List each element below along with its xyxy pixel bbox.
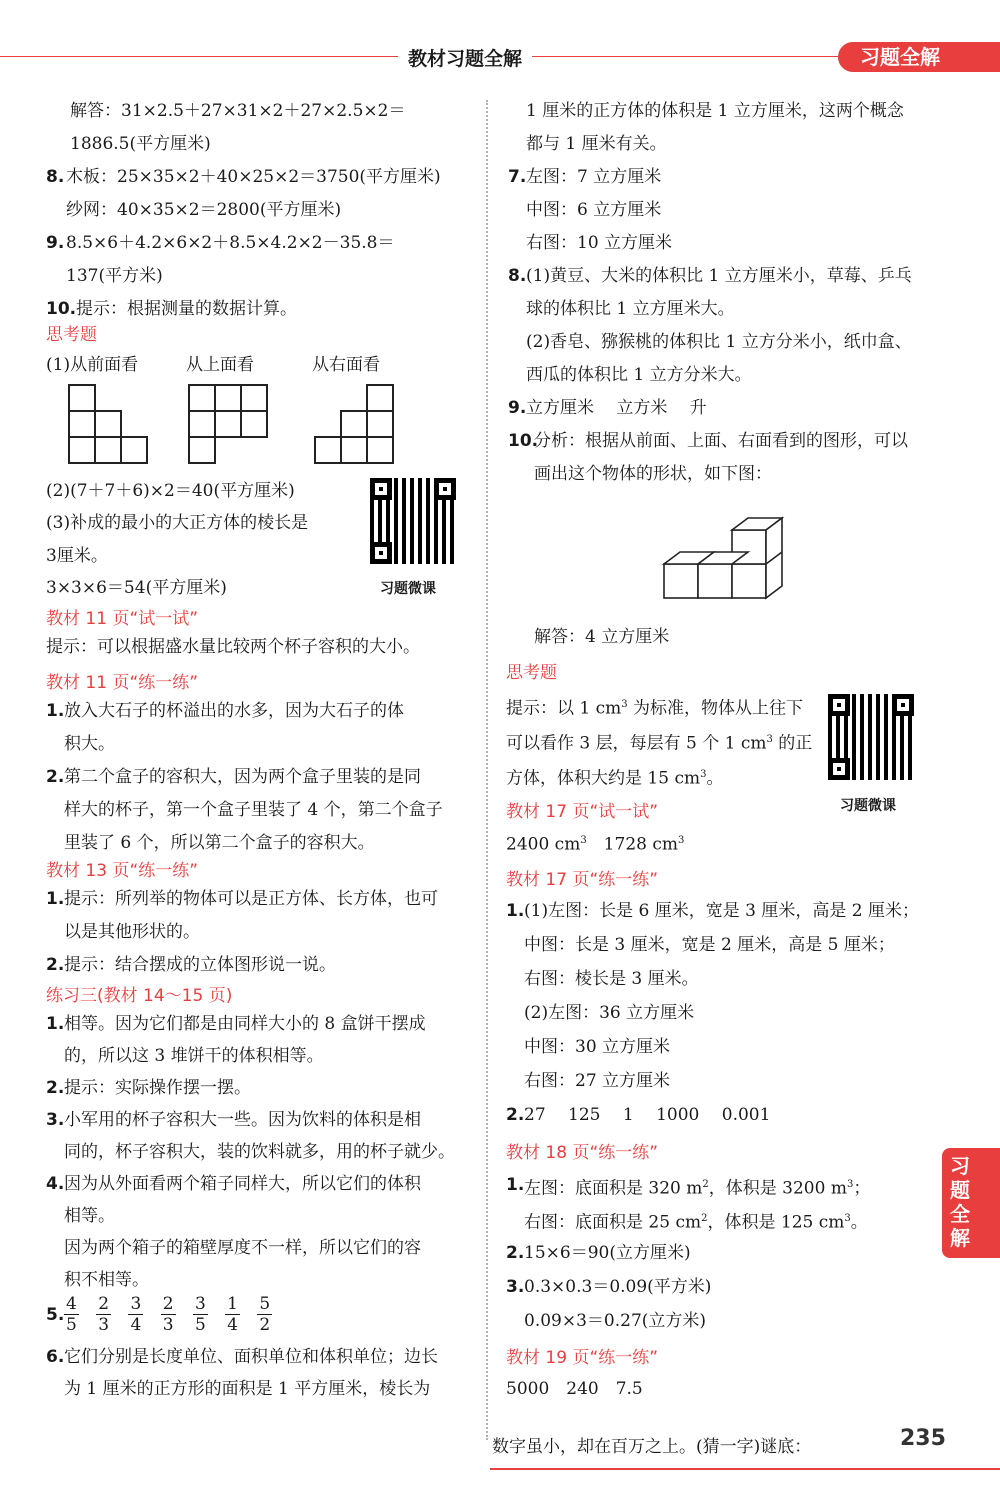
section-heading: 教材 18 页“练一练”: [506, 1143, 659, 1163]
header-title: 教材习题全解: [398, 44, 532, 71]
answer-line: 0.3×0.3＝0.09(平方米): [524, 1277, 712, 1297]
qr-caption: 习题微课: [380, 581, 436, 597]
answer-line: 提示：以 1 $cm^3$ 为标准，物体从上往下: [506, 698, 804, 719]
answer-line: 的，所以这 3 堆饼干的体积相等。: [64, 1046, 324, 1066]
answer-line: 立方厘米 立方米 升: [526, 398, 707, 418]
section-heading: 教材 11 页“试一试”: [46, 609, 199, 629]
answer-line: (1)黄豆、大米的体积比 1 立方厘米小，草莓、乒乓: [526, 266, 912, 286]
section-heading: 练习三(教材 14～15 页): [46, 986, 233, 1006]
answer-line: 解答：31×2.5＋27×31×2＋27×2.5×2＝: [70, 101, 406, 121]
answer-line: (3)补成的最小的大正方体的棱长是: [46, 513, 309, 533]
column-divider: [486, 100, 488, 1440]
answer-line: 积不相等。: [64, 1270, 149, 1290]
answer-line: 2400 $cm^3$ 1728 $cm^3$: [506, 834, 685, 855]
section-heading: 教材 17 页“练一练”: [506, 870, 659, 890]
answer-line: 里装了 6 个，所以第二个盒子的容积大。: [64, 833, 375, 853]
section-heading: 思考题: [46, 325, 97, 345]
question-number: 8.: [46, 167, 65, 187]
view-label: 从右面看: [312, 355, 380, 375]
section-heading: 教材 19 页“练一练”: [506, 1348, 659, 1368]
top-view-diagram: [186, 382, 276, 464]
answer-line: 球的体积比 1 立方厘米大。: [526, 299, 735, 319]
side-tab: 习题全解: [942, 1148, 1000, 1258]
right-view-diagram: [312, 382, 402, 464]
fraction: $\frac{3}{5}$: [194, 1294, 206, 1335]
answer-line: 1886.5(平方厘米): [70, 134, 211, 154]
answer-line: 方体，体积大约是 15 $cm^3$。: [506, 768, 724, 789]
qr-caption: 习题微课: [840, 798, 896, 814]
front-view-diagram: [66, 382, 156, 464]
answer-line: 0.09×3＝0.27(立方米): [524, 1311, 707, 1331]
answer-line: 都与 1 厘米有关。: [526, 134, 667, 154]
question-number: 1.: [46, 701, 65, 721]
fraction: $\frac{1}{4}$: [227, 1294, 238, 1335]
view-label: (1)从前面看: [46, 355, 139, 375]
header-badge: 习题全解: [838, 42, 1000, 72]
fraction: $\frac{3}{4}$: [130, 1294, 142, 1335]
answer-line: 3厘米。: [46, 546, 108, 566]
page-number: 235: [900, 1426, 946, 1451]
section-heading: 教材 13 页“练一练”: [46, 861, 199, 881]
answer-line: 提示：结合摆成的立体图形说一说。: [64, 955, 336, 975]
fraction: $\frac{2}{3}$: [98, 1294, 110, 1335]
answer-line: (2)(7＋7＋6)×2＝40(平方厘米): [46, 481, 295, 501]
question-number: 2.: [46, 955, 65, 975]
question-number: 1.: [506, 901, 525, 921]
cube-stack-diagram: [660, 512, 800, 602]
answer-line: 137(平方米): [66, 266, 163, 286]
answer-line: 1 厘米的正方体的体积是 1 立方厘米，这两个概念: [526, 101, 904, 121]
qr-code[interactable]: [828, 694, 914, 780]
answer-line: 右图：27 立方厘米: [524, 1071, 671, 1091]
answer-line: 8.5×6＋4.2×6×2＋8.5×4.2×2－35.8＝: [66, 233, 395, 253]
answer-line: 左图：底面积是 320 $m^2$，体积是 3200 $m^3$；: [524, 1178, 871, 1199]
footer-riddle: 数字虽小，却在百万之上。(猜一字)谜底：: [492, 1437, 812, 1457]
fraction-list: [58, 1294, 278, 1335]
answer-line: (2)香皂、猕猴桃的体积比 1 立方分米小，纸巾盒、: [526, 332, 912, 352]
question-number: 2.: [506, 1243, 525, 1263]
answer-line: 放入大石子的杯溢出的水多，因为大石子的体: [64, 701, 404, 721]
footer-rule: [490, 1468, 1000, 1470]
answer-line: 同的，杯子容积大，装的饮料就多，用的杯子就少。: [64, 1142, 455, 1162]
answer-line: 可以看作 3 层，每层有 5 个 1 $cm^3$ 的正: [506, 733, 813, 754]
answer-line: 右图：10 立方厘米: [526, 233, 673, 253]
answer-line: 相等。: [64, 1206, 115, 1226]
answer-line: 中图：30 立方厘米: [524, 1037, 671, 1057]
view-label: 从上面看: [186, 355, 254, 375]
fraction: $\frac{5}{2}$: [259, 1294, 271, 1335]
answer-line: 西瓜的体积比 1 立方分米大。: [526, 365, 752, 385]
answer-line: 中图：6 立方厘米: [526, 200, 662, 220]
answer-line: 左图：7 立方厘米: [526, 167, 662, 187]
answer-line: 为 1 厘米的正方形的面积是 1 平方厘米，棱长为: [64, 1379, 431, 1399]
question-number: 2.: [46, 767, 65, 787]
question-number: 3.: [46, 1110, 65, 1130]
answer-line: 因为两个箱子的箱壁厚度不一样，所以它们的容: [64, 1238, 421, 1258]
answer-line: 5000 240 7.5: [506, 1379, 643, 1399]
answer-line: 小军用的杯子容积大一些。因为饮料的体积是相: [64, 1110, 421, 1130]
answer-line: 3×3×6＝54(平方厘米): [46, 578, 227, 598]
question-number: 6.: [46, 1347, 65, 1367]
answer-line: 以是其他形状的。: [64, 922, 200, 942]
answer-line: 相等。因为它们都是由同样大小的 8 盒饼干摆成: [64, 1014, 426, 1034]
question-number: 10.: [46, 299, 77, 319]
section-heading: 教材 17 页“试一试”: [506, 802, 659, 822]
question-number: 9.: [46, 233, 65, 253]
answer-line: 分析：根据从前面、上面、右面看到的图形，可以: [534, 431, 908, 451]
answer-line: 中图：长是 3 厘米，宽是 2 厘米，高是 5 厘米；: [524, 935, 895, 955]
answer-line: 它们分别是长度单位、面积单位和体积单位；边长: [64, 1347, 438, 1367]
section-heading: 思考题: [506, 663, 557, 683]
answer-line: 因为从外面看两个箱子同样大，所以它们的体积: [64, 1174, 421, 1194]
answer-line: 提示：实际操作摆一摆。: [64, 1078, 251, 1098]
question-number: 4.: [46, 1174, 65, 1194]
fraction: $\frac{4}{5}$: [66, 1294, 77, 1335]
question-number: 2.: [46, 1078, 65, 1098]
answer-line: 积大。: [64, 734, 115, 754]
answer-line: 右图：棱长是 3 厘米。: [524, 969, 699, 989]
section-heading: 教材 11 页“练一练”: [46, 673, 199, 693]
question-number: 7.: [508, 167, 527, 187]
answer-line: 提示：可以根据盛水量比较两个杯子容积的大小。: [46, 637, 420, 657]
answer-line: 样大的杯子，第一个盒子里装了 4 个，第二个盒子: [64, 800, 443, 820]
answer-line: (2)左图：36 立方厘米: [524, 1003, 695, 1023]
answer-line: 木板：25×35×2＋40×25×2＝3750(平方厘米): [66, 167, 441, 187]
answer-line: 右图：底面积是 25 $cm^2$，体积是 125 $cm^3$。: [524, 1212, 868, 1233]
question-number: 9.: [508, 398, 527, 418]
question-number: 8.: [508, 266, 527, 286]
question-number: 5.: [46, 1305, 65, 1325]
question-number: 1.: [46, 889, 65, 909]
answer-line: 画出这个物体的形状，如下图：: [534, 464, 772, 484]
answer-line: 第二个盒子的容积大，因为两个盒子里装的是同: [64, 767, 421, 787]
question-number: 1.: [506, 1175, 525, 1195]
answer-line: 纱网：40×35×2＝2800(平方厘米): [66, 200, 342, 220]
answer-line: 解答：4 立方厘米: [534, 627, 670, 647]
qr-code[interactable]: [370, 478, 456, 564]
answer-line: 27 125 1 1000 0.001: [524, 1105, 771, 1125]
answer-line: 提示：所列举的物体可以是正方体、长方体，也可: [64, 889, 438, 909]
answer-line: 提示：根据测量的数据计算。: [76, 299, 297, 319]
question-number: 1.: [46, 1014, 65, 1034]
answer-line: 15×6＝90(立方厘米): [524, 1243, 691, 1263]
question-number: 3.: [506, 1277, 525, 1297]
fraction: $\frac{2}{3}$: [162, 1294, 174, 1335]
question-number: 10.: [508, 431, 539, 451]
answer-line: (1)左图：长是 6 厘米，宽是 3 厘米，高是 2 厘米；: [524, 901, 919, 921]
question-number: 2.: [506, 1105, 525, 1125]
